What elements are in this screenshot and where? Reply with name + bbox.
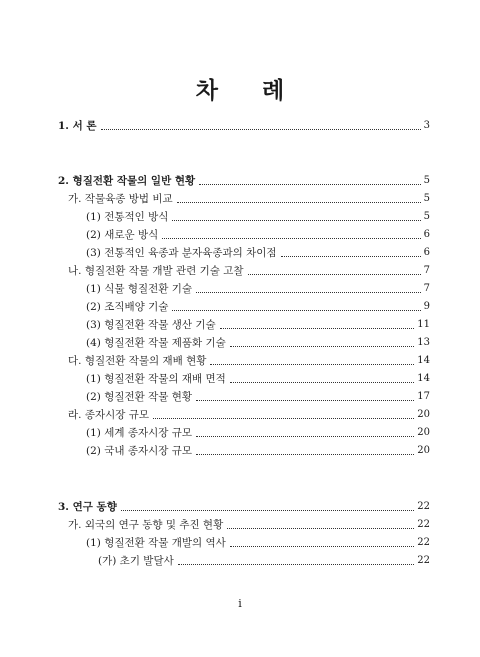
toc-page-number: 22: [417, 501, 430, 512]
dot-leader: [196, 292, 421, 293]
toc-entry-label: (3) 형질전환 작물 생산 기술: [86, 319, 216, 331]
toc-page-number: 22: [417, 537, 430, 548]
toc-entry-label: (4) 형질전환 작물 제품화 기술: [86, 337, 226, 349]
toc-entry-introduction[interactable]: [58, 117, 430, 133]
toc-entry-label: (가) 초기 발달사: [98, 555, 174, 567]
toc-entry-crop-status[interactable]: [86, 388, 430, 404]
toc-page-number: 17: [417, 391, 430, 402]
toc-entry-production-technology[interactable]: [86, 316, 430, 332]
toc-entry-seed-market[interactable]: [68, 406, 430, 422]
dot-leader: [230, 382, 414, 383]
toc-page-number: 6: [423, 229, 430, 240]
toc-entry-cultivation-status[interactable]: [68, 352, 430, 368]
toc-page-number: 20: [417, 427, 430, 438]
toc-entry-foreign-research[interactable]: [68, 516, 430, 532]
dot-leader: [153, 418, 414, 419]
toc-entry-plant-transformation[interactable]: [86, 280, 430, 296]
toc-entry-commercialization[interactable]: [86, 334, 430, 350]
toc-entry-technology-review[interactable]: [68, 262, 430, 278]
toc-entry-tissue-culture[interactable]: [86, 298, 430, 314]
toc-entry-traditional-method[interactable]: [86, 208, 430, 224]
toc-page-number: 7: [423, 265, 430, 276]
toc-entry-early-history[interactable]: [98, 552, 430, 568]
toc-entry-label: 다. 형질전환 작물의 재배 현황: [68, 355, 207, 367]
dot-leader: [101, 129, 421, 130]
toc-page-number: 5: [423, 211, 430, 222]
page-title: 차 례: [195, 77, 303, 104]
toc-entry-label: 1. 서 론: [58, 120, 97, 132]
toc-entry-label: (1) 형질전환 작물 개발의 역사: [86, 537, 226, 549]
dot-leader: [196, 454, 414, 455]
toc-entry-label: (2) 형질전환 작물 현황: [86, 391, 193, 403]
toc-entry-label: (1) 세계 종자시장 규모: [86, 427, 193, 439]
toc-entry-breeding-difference[interactable]: [86, 244, 430, 260]
dot-leader: [227, 528, 414, 529]
toc-entry-label: (1) 식물 형질전환 기술: [86, 283, 193, 295]
toc-entry-label: 라. 종자시장 규모: [68, 409, 150, 421]
toc-entry-domestic-seed-market[interactable]: [86, 442, 430, 458]
toc-entry-label: (2) 국내 종자시장 규모: [86, 445, 193, 457]
toc-page-number: 22: [417, 519, 430, 530]
toc-entry-label: (1) 전통적인 방식: [86, 211, 169, 223]
dot-leader: [178, 564, 415, 565]
dot-leader: [199, 184, 420, 185]
page-footer-number: i: [238, 597, 242, 610]
toc-entry-label: 2. 형질전환 작물의 일반 현황: [58, 175, 196, 187]
toc-page-number: 3: [423, 120, 430, 131]
toc-page-number: 20: [417, 409, 430, 420]
toc-entry-general-status[interactable]: [58, 172, 430, 188]
toc-page-number: 22: [417, 555, 430, 566]
dot-leader: [220, 328, 415, 329]
toc-entry-label: 가. 작물육종 방법 비교: [68, 193, 173, 205]
dot-leader: [172, 310, 420, 311]
toc-page-number: 9: [423, 301, 430, 312]
dot-leader: [172, 220, 420, 221]
toc-page-number: 14: [417, 373, 430, 384]
toc-entry-global-seed-market[interactable]: [86, 424, 430, 440]
dot-leader: [162, 238, 420, 239]
toc-entry-breeding-comparison[interactable]: [68, 190, 430, 206]
dot-leader: [121, 510, 414, 511]
toc-entry-label: 3. 연구 동향: [58, 501, 117, 513]
toc-page-number: 7: [423, 283, 430, 294]
toc-entry-research-trends[interactable]: [58, 498, 430, 514]
toc-entry-label: 나. 형질전환 작물 개발 관련 기술 고찰: [68, 265, 244, 277]
toc-page-number: 14: [417, 355, 430, 366]
dot-leader: [230, 346, 414, 347]
toc-entry-label: (2) 조직배양 기술: [86, 301, 169, 313]
toc-page-number: 13: [417, 337, 430, 348]
dot-leader: [196, 436, 414, 437]
toc-page-number: 6: [423, 247, 430, 258]
toc-page-number: 11: [417, 319, 430, 330]
dot-leader: [210, 364, 414, 365]
toc-entry-cultivation-area[interactable]: [86, 370, 430, 386]
dot-leader: [281, 256, 421, 257]
toc-entry-label: 가. 외국의 연구 동향 및 추진 현황: [68, 519, 224, 531]
dot-leader: [196, 400, 414, 401]
toc-entry-new-method[interactable]: [86, 226, 430, 242]
toc-page-number: 5: [423, 175, 430, 186]
toc-page-number: 20: [417, 445, 430, 456]
toc-entry-label: (2) 새로운 방식: [86, 229, 159, 241]
toc-entry-label: (3) 전통적인 육종과 분자육종과의 차이점: [86, 247, 277, 259]
toc-page-number: 5: [423, 193, 430, 204]
toc-entry-label: (1) 형질전환 작물의 재배 면적: [86, 373, 226, 385]
dot-leader: [177, 202, 421, 203]
toc-entry-development-history[interactable]: [86, 534, 430, 550]
dot-leader: [230, 546, 414, 547]
dot-leader: [248, 274, 421, 275]
